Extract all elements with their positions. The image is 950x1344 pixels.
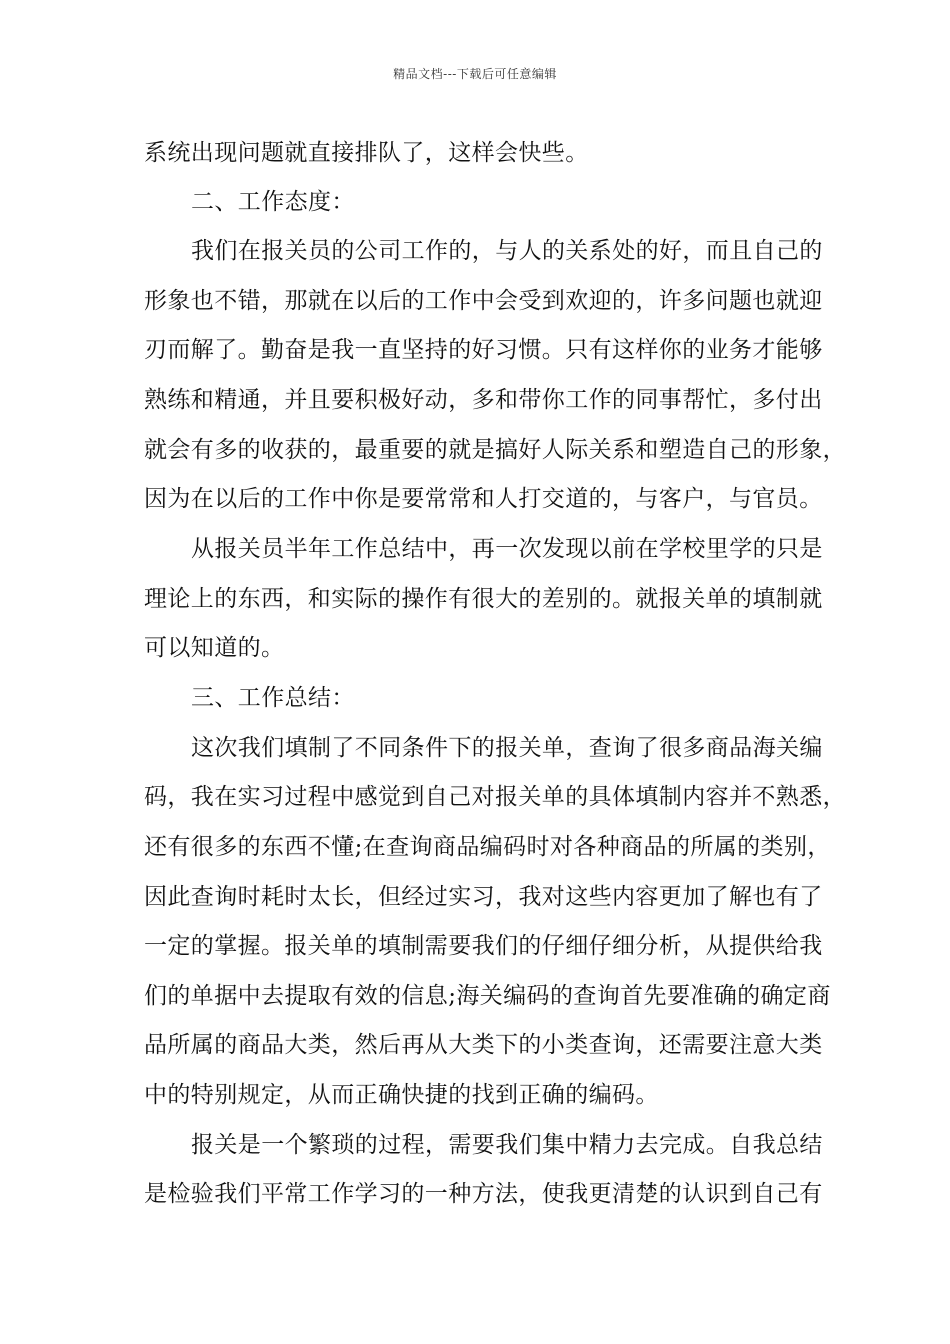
text-line-21: 报关是一个繁琐的过程，需要我们集中精力去完成。自我总结 — [191, 1132, 823, 1158]
text-line-19: 品所属的商品大类，然后再从大类下的小类查询，还需要注意大类 — [144, 1032, 823, 1058]
text-line-5: 刃而解了。勤奋是我一直坚持的好习惯。只有这样你的业务才能够 — [144, 337, 823, 363]
text-line-11: 可以知道的。 — [144, 635, 285, 661]
text-line-13: 这次我们填制了不同条件下的报关单，查询了很多商品海关编 — [191, 735, 823, 761]
text-line-3: 我们在报关员的公司工作的，与人的关系处的好，而且自己的 — [191, 238, 823, 264]
text-line-20: 中的特别规定，从而正确快捷的找到正确的编码。 — [144, 1082, 659, 1108]
text-line-10: 理论上的东西，和实际的操作有很大的差别的。就报关单的填制就 — [144, 586, 823, 612]
heading-work-attitude: 二、工作态度： — [191, 189, 355, 215]
text-line-7: 就会有多的收获的，最重要的就是搞好人际关系和塑造自己的形象， — [144, 437, 846, 463]
page-header: 精品文档---下载后可任意编辑 — [393, 67, 557, 81]
heading-work-summary: 三、工作总结： — [191, 685, 355, 711]
text-line-18: 们的单据中去提取有效的信息;海关编码的查询首先要准确的确定商 — [144, 983, 831, 1009]
text-line-8: 因为在以后的工作中你是要常常和人打交道的，与客户，与官员。 — [144, 486, 823, 512]
text-line-9: 从报关员半年工作总结中，再一次发现以前在学校里学的只是 — [191, 536, 823, 562]
text-line-4: 形象也不错，那就在以后的工作中会受到欢迎的，许多问题也就迎 — [144, 288, 823, 314]
text-line-17: 一定的掌握。报关单的填制需要我们的仔细仔细分析，从提供给我 — [144, 933, 823, 959]
text-line-1: 系统出现问题就直接排队了，这样会快些。 — [144, 140, 589, 166]
text-line-6: 熟练和精通，并且要积极好动，多和带你工作的同事帮忙，多付出 — [144, 387, 823, 413]
text-line-15: 还有很多的东西不懂;在查询商品编码时对各种商品的所属的类别， — [144, 834, 831, 860]
text-line-16: 因此查询时耗时太长，但经过实习，我对这些内容更加了解也有了 — [144, 884, 823, 910]
text-line-14: 码，我在实习过程中感觉到自己对报关单的具体填制内容并不熟悉， — [144, 784, 846, 810]
text-line-22: 是检验我们平常工作学习的一种方法，使我更清楚的认识到自己有 — [144, 1181, 823, 1207]
